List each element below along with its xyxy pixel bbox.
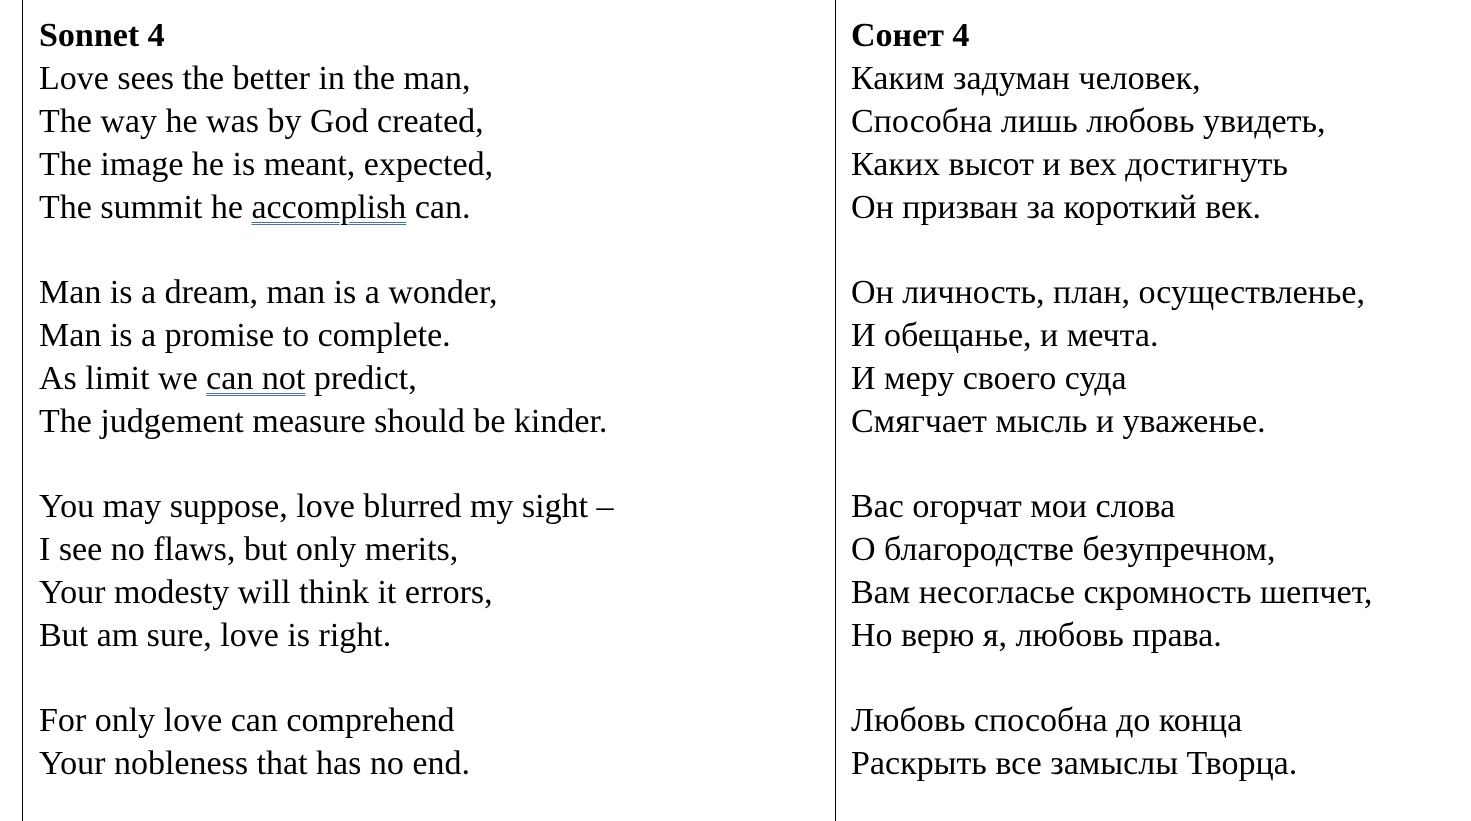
stanza: [851, 699, 1372, 785]
grammar-flagged-word[interactable]: accomplish: [251, 189, 407, 226]
poem-line: И обещанье, и мечта.: [851, 317, 1159, 354]
poem-line: Вас огорчат мои слова: [851, 488, 1176, 525]
poem-line: But am sure, love is right.: [39, 617, 392, 654]
poem-line: Man is a promise to complete.: [39, 317, 451, 354]
poem-line: Раскрыть все замыслы Творца.: [851, 745, 1298, 782]
stanza: [851, 485, 1372, 657]
english-poem-column: [39, 14, 614, 785]
table-column-divider: [835, 0, 836, 821]
russian-stanzas: [851, 57, 1372, 785]
poem-line: Способна лишь любовь увидеть,: [851, 103, 1326, 140]
poem-line: The judgement measure should be kinder.: [39, 403, 608, 440]
line-text: The summit he: [39, 189, 252, 226]
poem-line: Но верю я, любовь права.: [851, 617, 1222, 654]
line-text: can.: [406, 189, 471, 226]
russian-poem-column: [851, 14, 1372, 785]
poem-line: Your modesty will think it errors,: [39, 574, 493, 611]
line-text: As limit we: [39, 360, 207, 397]
stanza: [39, 485, 614, 657]
poem-line: Смягчает мысль и уваженье.: [851, 403, 1266, 440]
poem-line: О благородстве безупречном,: [851, 531, 1276, 568]
poem-line: Он личность, план, осуществленье,: [851, 274, 1365, 311]
stanza: [39, 699, 614, 785]
poem-line: Каким задуман человек,: [851, 60, 1201, 97]
poem-line: Каких высот и вех достигнуть: [851, 146, 1288, 183]
poem-line: [39, 186, 614, 229]
poem-line: You may suppose, love blurred my sight –: [39, 488, 614, 525]
poem-line: Your nobleness that has no end.: [39, 745, 470, 782]
poem-line: [39, 357, 614, 400]
poem-line: For only love can comprehend: [39, 702, 455, 739]
poem-line: I see no flaws, but only merits,: [39, 531, 459, 568]
stanza: [851, 57, 1372, 229]
english-poem-title: Sonnet 4: [39, 17, 165, 54]
table-left-border: [22, 0, 23, 821]
english-stanzas: [39, 57, 614, 785]
poem-line: Man is a dream, man is a wonder,: [39, 274, 498, 311]
poem-line: И меру своего суда: [851, 360, 1127, 397]
poem-line: Вам несогласье скромность шепчет,: [851, 574, 1373, 611]
stanza: [851, 271, 1372, 443]
stanza: [39, 271, 614, 443]
poem-line: Love sees the better in the man,: [39, 60, 471, 97]
poem-line: Любовь способна до конца: [851, 702, 1243, 739]
poem-line: Он призван за короткий век.: [851, 189, 1262, 226]
line-text: predict,: [305, 360, 417, 397]
poem-line: The image he is meant, expected,: [39, 146, 494, 183]
poem-line: The way he was by God created,: [39, 103, 484, 140]
grammar-flagged-word[interactable]: can not: [206, 360, 306, 397]
stanza: [39, 57, 614, 229]
russian-poem-title: Сонет 4: [851, 17, 970, 54]
